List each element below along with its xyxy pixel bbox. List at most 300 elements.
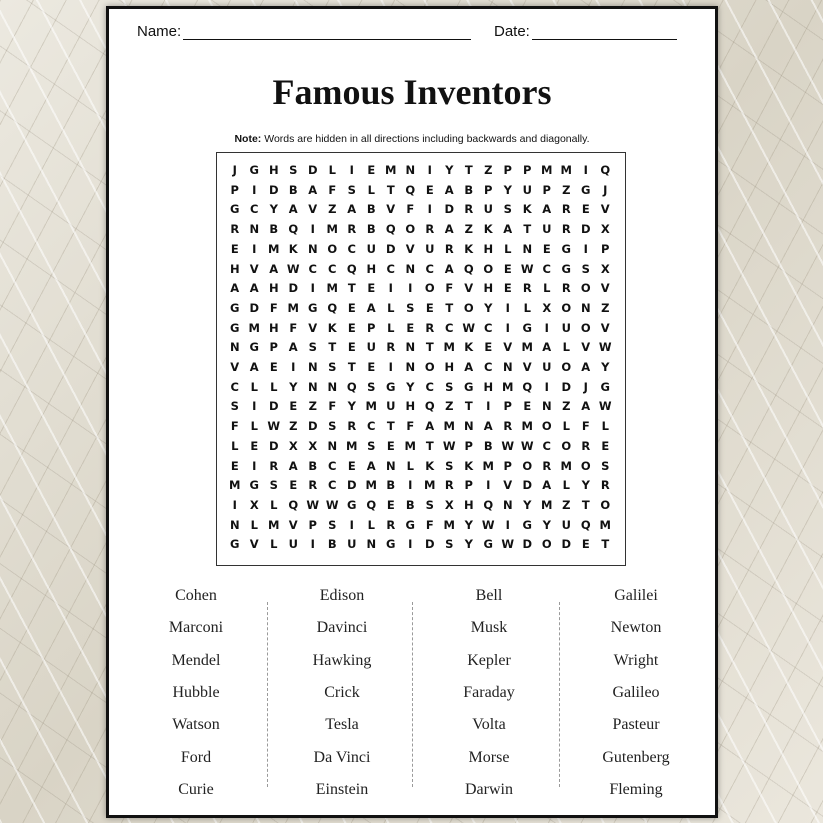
grid-letter[interactable]: T	[328, 340, 337, 355]
grid-letter[interactable]: A	[444, 261, 454, 276]
grid-letter[interactable]: X	[249, 497, 259, 512]
grid-letter[interactable]: T	[464, 163, 473, 177]
grid-letter[interactable]: V	[600, 320, 610, 335]
grid-letter[interactable]: O	[580, 281, 591, 296]
grid-letter[interactable]: N	[405, 261, 416, 276]
grid-letter[interactable]: U	[288, 537, 298, 552]
grid-letter[interactable]: D	[249, 300, 260, 315]
grid-letter[interactable]: V	[288, 517, 298, 532]
grid-letter[interactable]: O	[522, 458, 533, 473]
grid-letter[interactable]: O	[541, 537, 552, 552]
grid-letter[interactable]: A	[269, 261, 279, 276]
grid-letter[interactable]: R	[444, 478, 454, 493]
grid-letter[interactable]: N	[580, 300, 591, 315]
grid-letter[interactable]: V	[249, 261, 259, 276]
grid-letter[interactable]: Q	[405, 182, 416, 197]
grid-letter[interactable]: B	[327, 537, 337, 552]
grid-letter[interactable]: O	[580, 458, 591, 473]
grid-letter[interactable]: K	[522, 202, 532, 217]
grid-letter[interactable]: M	[443, 340, 455, 355]
grid-letter[interactable]: D	[561, 379, 572, 394]
grid-letter[interactable]: K	[464, 458, 474, 473]
grid-letter[interactable]: U	[386, 399, 396, 414]
grid-letter[interactable]: X	[288, 438, 298, 453]
grid-letter[interactable]: G	[522, 320, 532, 335]
grid-letter[interactable]: S	[581, 261, 590, 276]
grid-letter[interactable]: Y	[484, 300, 493, 315]
grid-letter[interactable]: G	[522, 517, 532, 532]
grid-letter[interactable]: G	[405, 517, 415, 532]
grid-letter[interactable]: U	[347, 537, 357, 552]
grid-letter[interactable]: Y	[406, 379, 415, 394]
grid-letter[interactable]: K	[288, 241, 298, 256]
grid-letter[interactable]: L	[270, 379, 278, 394]
grid-letter[interactable]: A	[464, 360, 474, 374]
grid-letter[interactable]: W	[325, 497, 339, 512]
grid-letter[interactable]: V	[600, 202, 610, 217]
grid-letter[interactable]: D	[385, 241, 396, 256]
grid-letter[interactable]: C	[542, 438, 551, 453]
grid-letter[interactable]: I	[408, 478, 413, 493]
grid-letter[interactable]: D	[424, 537, 435, 552]
grid-letter[interactable]: W	[462, 320, 476, 335]
grid-letter[interactable]: N	[502, 360, 513, 374]
grid-letter[interactable]: A	[366, 300, 376, 315]
grid-letter[interactable]: E	[542, 241, 551, 256]
grid-letter[interactable]: A	[308, 182, 318, 197]
grid-letter[interactable]: S	[425, 497, 434, 512]
grid-letter[interactable]: E	[289, 399, 298, 414]
grid-letter[interactable]: A	[444, 182, 454, 197]
grid-letter[interactable]: S	[328, 360, 337, 374]
grid-letter[interactable]: O	[405, 222, 416, 237]
grid-letter[interactable]: L	[562, 478, 570, 493]
grid-letter[interactable]: I	[252, 458, 257, 473]
grid-letter[interactable]: C	[386, 261, 395, 276]
grid-letter[interactable]: P	[464, 478, 473, 493]
grid-letter[interactable]: G	[347, 497, 357, 512]
grid-letter[interactable]: D	[522, 537, 533, 552]
grid-letter[interactable]: E	[425, 182, 434, 197]
grid-letter[interactable]: L	[504, 241, 512, 256]
grid-letter[interactable]: T	[445, 300, 454, 315]
grid-letter[interactable]: Q	[600, 163, 611, 177]
grid-letter[interactable]: Q	[346, 379, 357, 394]
grid-letter[interactable]: R	[347, 419, 357, 434]
grid-letter[interactable]: E	[250, 438, 259, 453]
grid-letter[interactable]: W	[267, 419, 281, 434]
grid-letter[interactable]: I	[349, 517, 354, 532]
grid-letter[interactable]: Z	[308, 399, 317, 414]
grid-letter[interactable]: I	[388, 360, 393, 374]
grid-letter[interactable]: L	[328, 163, 336, 177]
grid-letter[interactable]: S	[230, 399, 239, 414]
grid-letter[interactable]: P	[503, 458, 512, 473]
grid-letter[interactable]: I	[349, 163, 354, 177]
grid-letter[interactable]: J	[583, 379, 588, 394]
grid-letter[interactable]: U	[366, 340, 376, 355]
grid-letter[interactable]: H	[405, 399, 416, 414]
grid-letter[interactable]: L	[250, 517, 258, 532]
grid-letter[interactable]: P	[542, 182, 551, 197]
grid-letter[interactable]: I	[583, 241, 588, 256]
grid-letter[interactable]: O	[424, 360, 435, 374]
grid-letter[interactable]: F	[230, 419, 239, 434]
grid-letter[interactable]: M	[541, 497, 553, 512]
grid-letter[interactable]: N	[366, 537, 377, 552]
grid-letter[interactable]: I	[583, 163, 588, 177]
grid-letter[interactable]: A	[288, 340, 298, 355]
grid-letter[interactable]: L	[562, 340, 570, 355]
grid-letter[interactable]: G	[581, 182, 591, 197]
grid-letter[interactable]: L	[270, 537, 278, 552]
grid-letter[interactable]: E	[386, 497, 395, 512]
grid-letter[interactable]: S	[445, 537, 454, 552]
grid-letter[interactable]: N	[502, 497, 513, 512]
grid-letter[interactable]: Q	[346, 261, 357, 276]
grid-letter[interactable]: K	[464, 241, 474, 256]
grid-letter[interactable]: E	[230, 241, 239, 256]
grid-letter[interactable]: Q	[463, 261, 474, 276]
grid-letter[interactable]: T	[347, 360, 356, 374]
grid-letter[interactable]: E	[230, 458, 239, 473]
grid-letter[interactable]: S	[328, 517, 337, 532]
grid-letter[interactable]: L	[562, 419, 570, 434]
grid-letter[interactable]: P	[308, 517, 317, 532]
grid-letter[interactable]: R	[581, 438, 591, 453]
grid-letter[interactable]: P	[484, 182, 493, 197]
grid-letter[interactable]: L	[250, 379, 258, 394]
grid-letter[interactable]: E	[367, 281, 376, 296]
grid-letter[interactable]: M	[385, 163, 397, 177]
grid-letter[interactable]: A	[483, 419, 493, 434]
grid-letter[interactable]: E	[289, 478, 298, 493]
grid-letter[interactable]: M	[521, 419, 533, 434]
grid-letter[interactable]: E	[503, 281, 512, 296]
grid-letter[interactable]: K	[464, 340, 474, 355]
grid-letter[interactable]: Y	[464, 517, 473, 532]
grid-letter[interactable]: N	[307, 360, 318, 374]
grid-letter[interactable]: I	[310, 281, 315, 296]
grid-letter[interactable]: D	[580, 222, 591, 237]
grid-letter[interactable]: D	[288, 281, 299, 296]
grid-letter[interactable]: H	[483, 241, 494, 256]
grid-letter[interactable]: Q	[327, 300, 338, 315]
grid-letter[interactable]: A	[581, 399, 591, 414]
grid-letter[interactable]: K	[425, 458, 435, 473]
grid-letter[interactable]: O	[580, 320, 591, 335]
grid-letter[interactable]: Q	[483, 497, 494, 512]
grid-letter[interactable]: R	[444, 241, 454, 256]
grid-letter[interactable]: J	[603, 182, 608, 197]
grid-letter[interactable]: B	[366, 202, 376, 217]
grid-letter[interactable]: M	[287, 300, 299, 315]
grid-letter[interactable]: J	[232, 163, 237, 177]
grid-letter[interactable]: S	[367, 438, 376, 453]
grid-letter[interactable]: M	[482, 458, 494, 473]
grid-letter[interactable]: V	[386, 202, 396, 217]
grid-letter[interactable]: C	[250, 202, 259, 217]
grid-letter[interactable]: C	[328, 261, 337, 276]
grid-letter[interactable]: E	[347, 458, 356, 473]
grid-letter[interactable]: G	[386, 379, 396, 394]
grid-letter[interactable]: S	[308, 340, 317, 355]
grid-letter[interactable]: X	[444, 497, 454, 512]
grid-letter[interactable]: B	[405, 497, 415, 512]
grid-letter[interactable]: A	[425, 419, 435, 434]
grid-letter[interactable]: F	[445, 281, 454, 296]
grid-letter[interactable]: H	[366, 261, 377, 276]
grid-letter[interactable]: M	[502, 379, 514, 394]
grid-letter[interactable]: N	[249, 222, 260, 237]
grid-letter[interactable]: D	[522, 478, 533, 493]
grid-letter[interactable]: M	[346, 438, 358, 453]
grid-letter[interactable]: M	[560, 163, 572, 177]
grid-letter[interactable]: E	[347, 340, 356, 355]
grid-letter[interactable]: F	[406, 202, 415, 217]
grid-letter[interactable]: N	[327, 438, 338, 453]
grid-letter[interactable]: O	[424, 281, 435, 296]
grid-letter[interactable]: H	[268, 281, 279, 296]
grid-letter[interactable]: W	[442, 438, 456, 453]
grid-letter[interactable]: W	[286, 261, 300, 276]
grid-letter[interactable]: S	[601, 458, 610, 473]
grid-letter[interactable]: A	[542, 202, 552, 217]
grid-letter[interactable]: E	[523, 399, 532, 414]
grid-letter[interactable]: X	[600, 261, 610, 276]
grid-letter[interactable]: H	[268, 163, 279, 177]
grid-letter[interactable]: D	[268, 399, 279, 414]
grid-letter[interactable]: V	[600, 281, 610, 296]
grid-letter[interactable]: Q	[580, 517, 591, 532]
grid-letter[interactable]: W	[501, 537, 515, 552]
grid-letter[interactable]: Y	[523, 497, 532, 512]
grid-letter[interactable]: D	[268, 438, 279, 453]
grid-letter[interactable]: I	[427, 163, 432, 177]
grid-letter[interactable]: B	[269, 222, 279, 237]
grid-letter[interactable]: A	[542, 478, 552, 493]
grid-letter[interactable]: E	[581, 202, 590, 217]
grid-letter[interactable]: C	[542, 261, 551, 276]
grid-letter[interactable]: N	[385, 458, 396, 473]
grid-letter[interactable]: R	[347, 222, 357, 237]
grid-letter[interactable]: B	[386, 478, 396, 493]
grid-letter[interactable]: I	[310, 222, 315, 237]
grid-letter[interactable]: G	[249, 478, 259, 493]
date-blank-line[interactable]	[532, 25, 677, 40]
grid-letter[interactable]: C	[445, 320, 454, 335]
grid-letter[interactable]: N	[522, 241, 533, 256]
grid-letter[interactable]: I	[291, 360, 296, 374]
grid-letter[interactable]: C	[425, 261, 434, 276]
grid-letter[interactable]: U	[542, 222, 552, 237]
grid-letter[interactable]: P	[269, 340, 278, 355]
grid-letter[interactable]: B	[464, 182, 474, 197]
grid-letter[interactable]: Q	[288, 497, 299, 512]
grid-letter[interactable]: R	[503, 419, 513, 434]
grid-letter[interactable]: V	[308, 320, 318, 335]
grid-letter[interactable]: P	[503, 399, 512, 414]
grid-letter[interactable]: T	[601, 537, 610, 552]
grid-letter[interactable]: Y	[347, 399, 356, 414]
grid-letter[interactable]: A	[503, 222, 513, 237]
grid-letter[interactable]: O	[561, 360, 572, 374]
grid-letter[interactable]: V	[581, 340, 591, 355]
grid-letter[interactable]: P	[464, 438, 473, 453]
grid-letter[interactable]: M	[443, 419, 455, 434]
grid-letter[interactable]: W	[520, 438, 534, 453]
grid-letter[interactable]: A	[288, 202, 298, 217]
grid-letter[interactable]: R	[464, 202, 474, 217]
grid-letter[interactable]: E	[503, 261, 512, 276]
grid-letter[interactable]: S	[289, 163, 298, 177]
grid-letter[interactable]: O	[561, 300, 572, 315]
grid-letter[interactable]: S	[445, 379, 454, 394]
grid-letter[interactable]: G	[230, 320, 240, 335]
grid-letter[interactable]: X	[308, 438, 318, 453]
grid-letter[interactable]: N	[327, 379, 338, 394]
grid-letter[interactable]: V	[405, 241, 415, 256]
grid-letter[interactable]: R	[561, 222, 571, 237]
grid-letter[interactable]: Y	[601, 360, 610, 374]
grid-letter[interactable]: S	[347, 182, 356, 197]
grid-letter[interactable]: U	[561, 517, 571, 532]
grid-letter[interactable]: E	[601, 438, 610, 453]
grid-letter[interactable]: O	[541, 419, 552, 434]
grid-letter[interactable]: T	[386, 419, 395, 434]
grid-letter[interactable]: P	[601, 241, 610, 256]
grid-letter[interactable]: L	[250, 419, 258, 434]
grid-letter[interactable]: N	[229, 517, 240, 532]
grid-letter[interactable]: D	[444, 202, 455, 217]
grid-letter[interactable]: A	[347, 202, 357, 217]
grid-letter[interactable]: D	[268, 182, 279, 197]
grid-letter[interactable]: W	[520, 261, 534, 276]
grid-letter[interactable]: R	[230, 222, 240, 237]
grid-letter[interactable]: L	[231, 438, 239, 453]
grid-letter[interactable]: A	[542, 340, 552, 355]
grid-letter[interactable]: N	[405, 340, 416, 355]
grid-letter[interactable]: V	[230, 360, 240, 374]
grid-letter[interactable]: I	[544, 379, 549, 394]
grid-letter[interactable]: S	[445, 458, 454, 473]
grid-letter[interactable]: M	[560, 458, 572, 473]
grid-letter[interactable]: N	[463, 419, 474, 434]
grid-letter[interactable]: Z	[445, 399, 454, 414]
grid-letter[interactable]: E	[484, 340, 493, 355]
grid-letter[interactable]: R	[561, 202, 571, 217]
grid-letter[interactable]: D	[346, 478, 357, 493]
grid-letter[interactable]: R	[600, 478, 610, 493]
grid-letter[interactable]: G	[600, 379, 610, 394]
grid-letter[interactable]: Z	[484, 163, 493, 177]
grid-letter[interactable]: P	[503, 163, 512, 177]
grid-letter[interactable]: I	[232, 497, 237, 512]
date-field[interactable]	[494, 23, 677, 40]
grid-letter[interactable]: Y	[464, 537, 473, 552]
grid-letter[interactable]: I	[427, 202, 432, 217]
grid-letter[interactable]: C	[484, 320, 493, 335]
grid-letter[interactable]: V	[249, 537, 259, 552]
grid-letter[interactable]: W	[306, 497, 320, 512]
grid-letter[interactable]: N	[307, 241, 318, 256]
grid-letter[interactable]: X	[600, 222, 610, 237]
grid-letter[interactable]: I	[505, 517, 510, 532]
grid-letter[interactable]: B	[483, 438, 493, 453]
grid-letter[interactable]: R	[425, 222, 435, 237]
grid-letter[interactable]: C	[328, 458, 337, 473]
grid-letter[interactable]: V	[464, 281, 474, 296]
grid-letter[interactable]: G	[561, 261, 571, 276]
grid-letter[interactable]: F	[406, 419, 415, 434]
grid-letter[interactable]: M	[521, 340, 533, 355]
grid-letter[interactable]: Q	[522, 379, 533, 394]
grid-letter[interactable]: I	[408, 281, 413, 296]
grid-letter[interactable]: A	[249, 281, 259, 296]
grid-letter[interactable]: M	[365, 399, 377, 414]
grid-letter[interactable]: H	[483, 281, 494, 296]
grid-letter[interactable]: S	[503, 202, 512, 217]
grid-letter[interactable]: O	[327, 241, 338, 256]
grid-letter[interactable]: W	[481, 517, 495, 532]
grid-letter[interactable]: S	[328, 419, 337, 434]
grid-letter[interactable]: L	[387, 320, 395, 335]
grid-letter[interactable]: Y	[269, 202, 278, 217]
grid-letter[interactable]: L	[543, 281, 551, 296]
grid-letter[interactable]: R	[522, 281, 532, 296]
name-blank-line[interactable]	[183, 25, 471, 40]
grid-letter[interactable]: R	[386, 517, 396, 532]
grid-letter[interactable]: M	[229, 478, 241, 493]
grid-letter[interactable]: T	[347, 281, 356, 296]
grid-letter[interactable]: S	[406, 300, 415, 315]
grid-letter[interactable]: C	[347, 241, 356, 256]
grid-letter[interactable]: G	[249, 163, 259, 177]
grid-letter[interactable]: Y	[542, 517, 551, 532]
grid-letter[interactable]: C	[230, 379, 239, 394]
grid-letter[interactable]: V	[522, 360, 532, 374]
grid-letter[interactable]: E	[367, 360, 376, 374]
grid-letter[interactable]: N	[307, 379, 318, 394]
grid-letter[interactable]: M	[443, 517, 455, 532]
grid-letter[interactable]: V	[503, 478, 513, 493]
grid-letter[interactable]: O	[463, 300, 474, 315]
grid-letter[interactable]: L	[601, 419, 609, 434]
grid-letter[interactable]: W	[598, 340, 612, 355]
grid-letter[interactable]: E	[425, 300, 434, 315]
grid-letter[interactable]: Y	[445, 163, 454, 177]
grid-letter[interactable]: R	[425, 320, 435, 335]
grid-letter[interactable]: G	[386, 537, 396, 552]
grid-letter[interactable]: G	[230, 300, 240, 315]
grid-letter[interactable]: G	[308, 300, 318, 315]
grid-letter[interactable]: C	[367, 419, 376, 434]
grid-letter[interactable]: G	[464, 379, 474, 394]
grid-letter[interactable]: F	[425, 517, 434, 532]
grid-letter[interactable]: I	[252, 241, 257, 256]
grid-letter[interactable]: A	[444, 222, 454, 237]
grid-letter[interactable]: I	[388, 281, 393, 296]
grid-letter[interactable]: N	[405, 360, 416, 374]
grid-letter[interactable]: M	[268, 517, 280, 532]
grid-letter[interactable]: A	[288, 458, 298, 473]
grid-letter[interactable]: K	[483, 222, 493, 237]
grid-letter[interactable]: D	[561, 537, 572, 552]
grid-letter[interactable]: Y	[289, 379, 298, 394]
grid-letter[interactable]: N	[229, 340, 240, 355]
grid-letter[interactable]: I	[486, 478, 491, 493]
grid-letter[interactable]: I	[252, 399, 257, 414]
